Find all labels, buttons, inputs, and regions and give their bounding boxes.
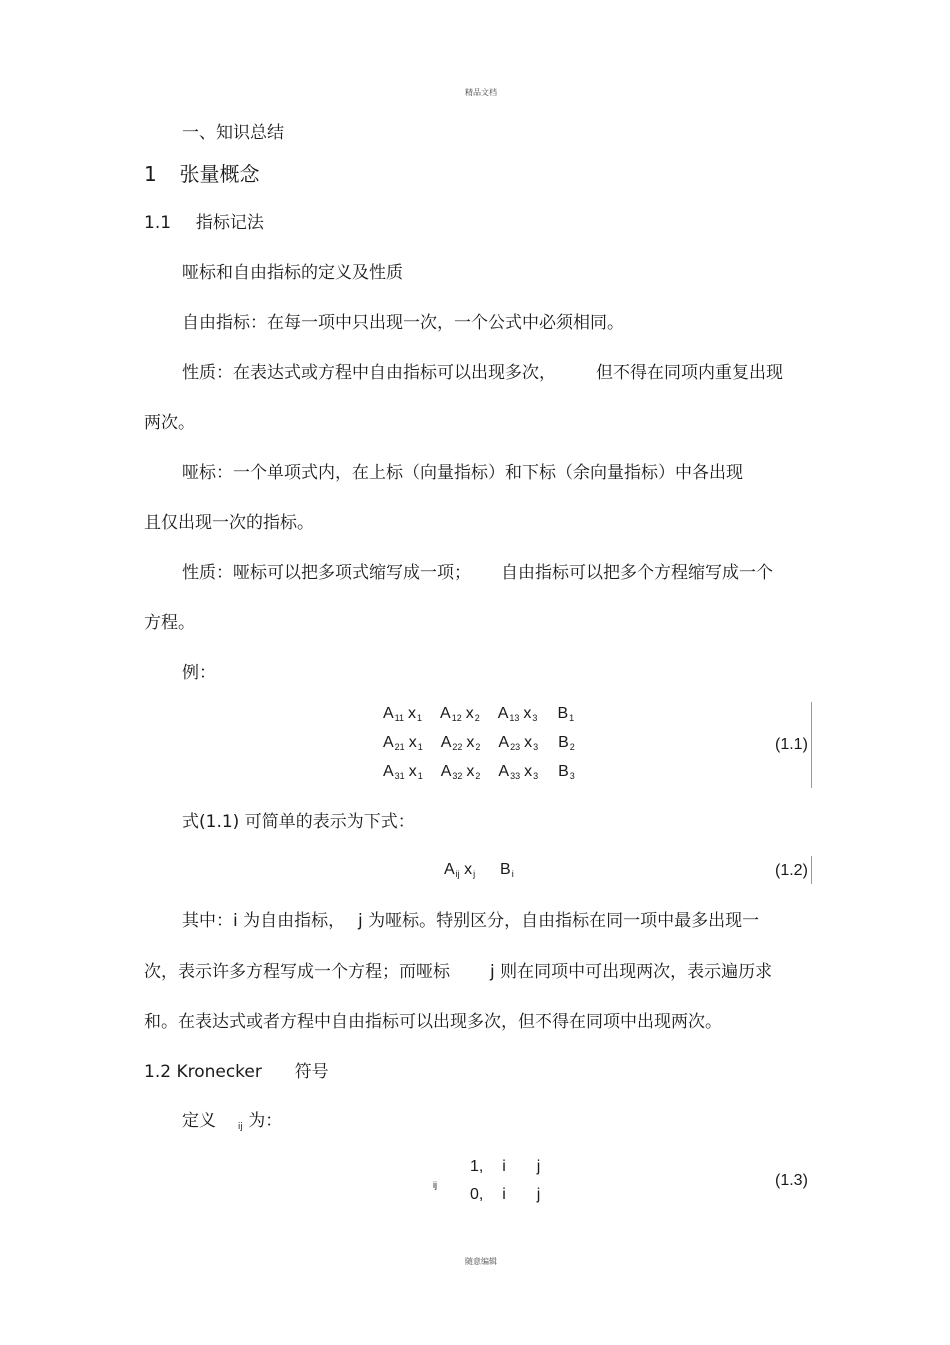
eq-subscript: 1 <box>569 713 575 723</box>
paragraph: 例： <box>182 663 216 683</box>
eq-subscript: 3 <box>533 771 539 781</box>
eq-symbol: A <box>497 705 509 722</box>
eq-subscript: 13 <box>509 713 520 723</box>
equation-row <box>383 734 575 763</box>
eq-subscript: i <box>511 869 514 879</box>
chapter-title: 张量概念 <box>179 162 260 186</box>
chapter-number: 1 <box>144 162 157 186</box>
definition-prefix: 定义 <box>182 1111 216 1131</box>
paragraph: 其中：i 为自由指标， <box>182 911 346 931</box>
eq-symbol: B <box>558 734 569 751</box>
paragraph: 和。在表达式或者方程中自由指标可以出现多次，但不得在同项中出现两次。 <box>144 1012 722 1032</box>
equation-number: (1.1) <box>775 736 808 753</box>
paragraph: 式(1.1) 可简单的表示为下式： <box>182 812 415 832</box>
eq-subscript: 2 <box>474 713 480 723</box>
paragraph: 性质：在表达式或方程中自由指标可以出现多次， <box>182 363 556 383</box>
section-title-suffix: 符号 <box>294 1062 329 1082</box>
eq-subscript: 2 <box>569 742 575 752</box>
eq-subscript: 32 <box>452 771 463 781</box>
eq-subscript: 22 <box>452 742 463 752</box>
eq-subscript: j <box>473 869 476 879</box>
eq-symbol: A <box>440 734 452 751</box>
eq-subscript: ij <box>455 869 460 879</box>
eq-subscript: 33 <box>510 771 521 781</box>
eq-subscript: 2 <box>475 771 481 781</box>
equation-rows <box>383 705 575 792</box>
definition-suffix: 为： <box>248 1111 283 1131</box>
eq-symbol: x <box>524 734 533 751</box>
paragraph: j 则在同项中可出现两次，表示遍历求 <box>490 962 773 982</box>
eq-symbol: x <box>408 763 417 780</box>
eq-symbol: x <box>464 861 473 878</box>
equation-row <box>383 763 575 792</box>
eq-subscript: 1 <box>417 742 423 752</box>
section-1-2-heading <box>144 1062 329 1082</box>
margin-rule <box>811 856 812 884</box>
eq-subscript: 11 <box>394 713 405 723</box>
eq-subscript: 2 <box>475 742 481 752</box>
paragraph: 自由指标可以把多个方程缩写成一个 <box>501 563 773 583</box>
case-row <box>470 1186 540 1204</box>
page-footer: 随意编辑 <box>465 1257 497 1266</box>
equation-row <box>383 705 575 734</box>
equation-number: (1.3) <box>775 1172 808 1189</box>
case-value: 0, <box>470 1186 484 1203</box>
equation-1-2 <box>444 861 514 879</box>
equation-number: (1.2) <box>775 862 808 879</box>
eq-symbol: B <box>500 861 511 878</box>
eq-subscript: 21 <box>394 742 405 752</box>
page-header: 精品文档 <box>465 88 497 97</box>
case-index-j: j <box>536 1186 541 1203</box>
eq-symbol: x <box>523 705 532 722</box>
section-title-text: 1.2 Kronecker <box>144 1062 262 1082</box>
eq-symbol: x <box>408 705 417 722</box>
eq-symbol: x <box>465 705 474 722</box>
case-index-i: i <box>502 1158 506 1175</box>
paragraph: j 为哑标。特别区分，自由指标在同一项中最多出现一 <box>358 911 760 931</box>
eq-symbol: A <box>383 763 394 780</box>
paragraph: 且仅出现一次的指标。 <box>144 513 314 533</box>
paragraph: 哑标：一个单项式内，在上标（向量指标）和下标（余向量指标）中各出现 <box>182 463 743 483</box>
paragraph: 方程。 <box>144 613 195 633</box>
paragraph: 自由指标：在每一项中只出现一次，一个公式中必须相同。 <box>182 313 624 333</box>
eq-subscript: 31 <box>394 771 405 781</box>
eq-subscript: 1 <box>417 771 423 781</box>
eq-subscript: 1 <box>417 713 423 723</box>
eq-symbol: A <box>383 705 394 722</box>
eq-symbol: A <box>440 705 451 722</box>
equation-1-3 <box>430 1156 550 1206</box>
case-index-i: i <box>502 1186 506 1203</box>
case-index-j: j <box>536 1158 541 1175</box>
paragraph: 但不得在同项内重复出现 <box>596 363 783 383</box>
section-number: 1.1 <box>144 213 172 233</box>
definition-line <box>182 1111 282 1134</box>
case-row <box>470 1158 540 1176</box>
section-1-1-heading <box>144 213 264 233</box>
eq-symbol: B <box>557 705 569 722</box>
eq-symbol: A <box>444 861 455 878</box>
equation-1-1 <box>383 705 575 792</box>
eq-subscript: 23 <box>510 742 521 752</box>
paragraph: 次，表示许多方程写成一个方程；而哑标 <box>144 962 450 982</box>
eq-subscript: 12 <box>451 713 462 723</box>
eq-subscript: 3 <box>533 742 539 752</box>
eq-symbol: x <box>408 734 417 751</box>
margin-rule <box>811 702 812 788</box>
eq-symbol: B <box>558 763 569 780</box>
section-title-text: 指标记法 <box>195 213 264 233</box>
eq-subscript: 3 <box>532 713 538 723</box>
delta-subscript: ij <box>433 1180 437 1190</box>
eq-symbol: A <box>498 734 510 751</box>
eq-symbol: A <box>383 734 394 751</box>
paragraph: 哑标和自由指标的定义及性质 <box>182 263 403 283</box>
eq-subscript: 3 <box>569 771 575 781</box>
section-title: 一、知识总结 <box>182 123 284 143</box>
paragraph: 性质：哑标可以把多项式缩写成一项； <box>182 563 471 583</box>
eq-symbol: A <box>498 763 510 780</box>
paragraph: 两次。 <box>144 413 195 433</box>
eq-symbol: A <box>440 763 452 780</box>
eq-symbol: x <box>466 763 475 780</box>
chapter-heading <box>144 162 259 186</box>
case-value: 1, <box>470 1158 484 1175</box>
eq-symbol: x <box>466 734 475 751</box>
eq-symbol: x <box>524 763 533 780</box>
delta-subscript: ij <box>237 1122 243 1132</box>
